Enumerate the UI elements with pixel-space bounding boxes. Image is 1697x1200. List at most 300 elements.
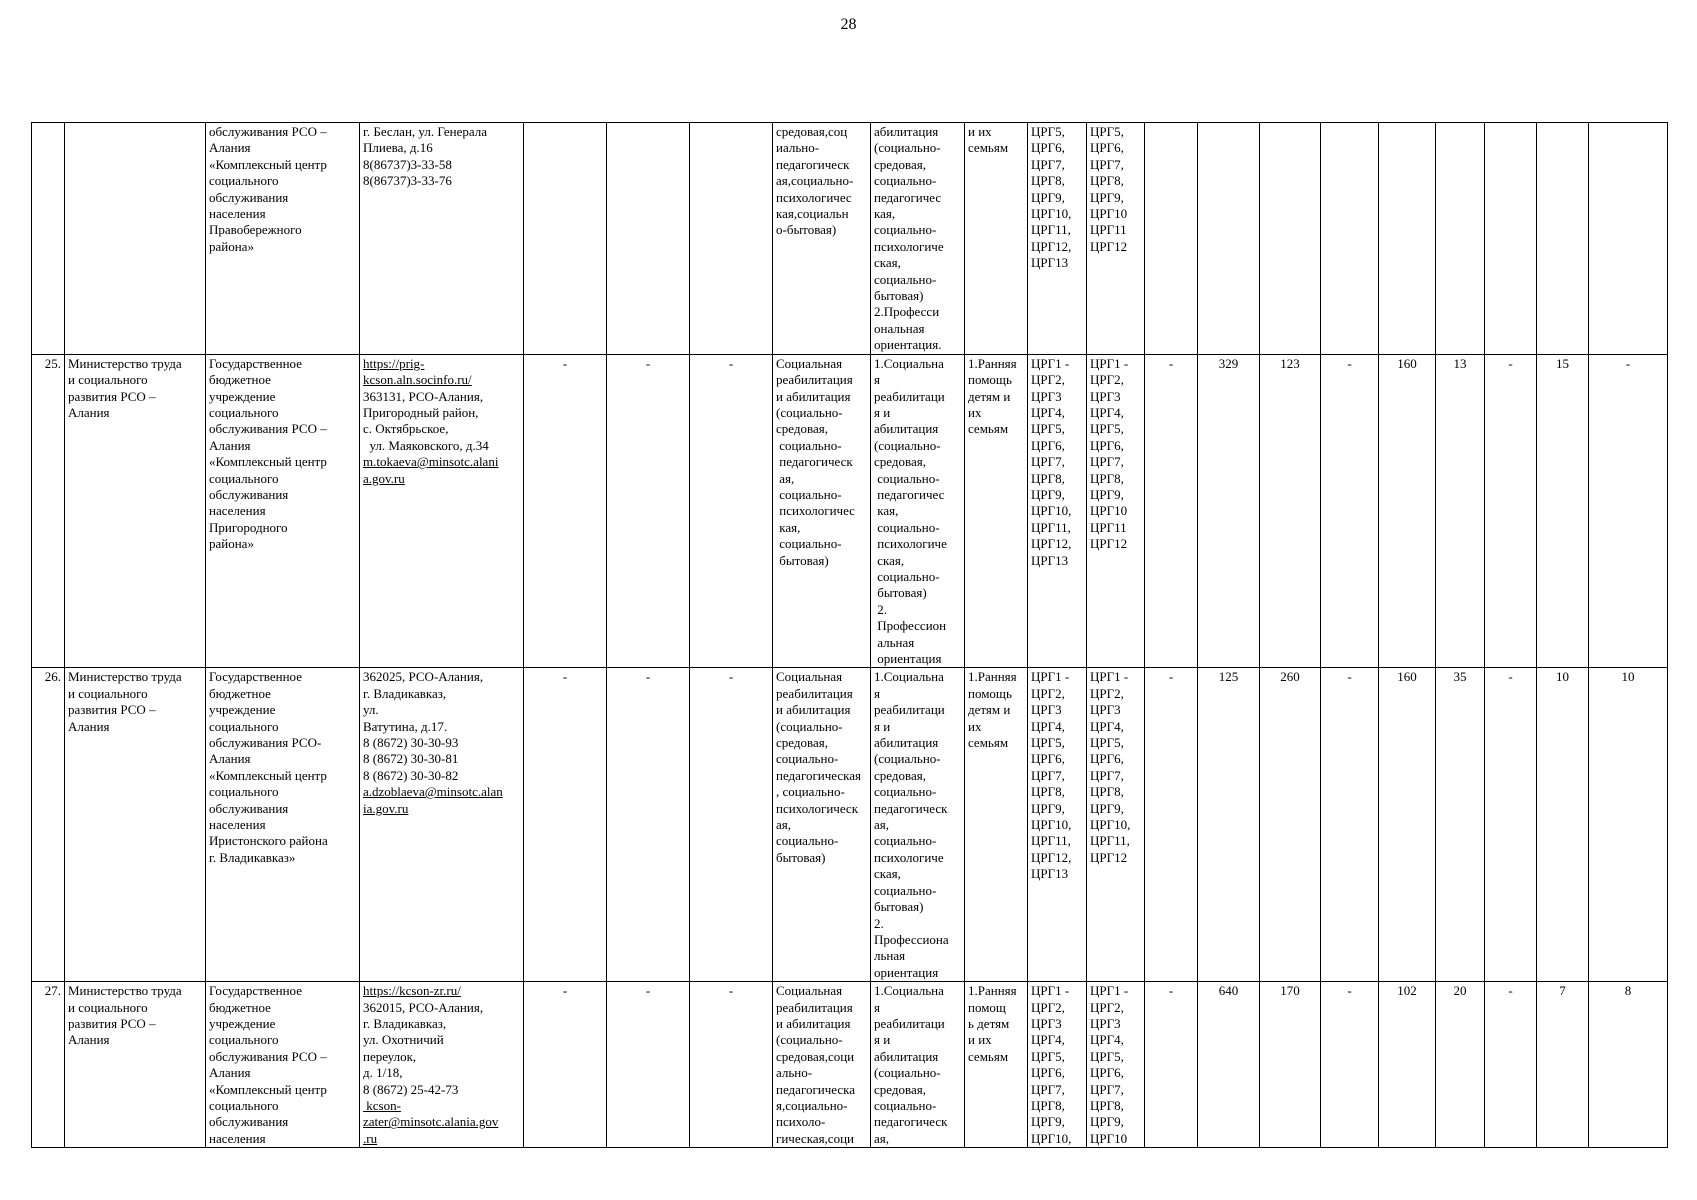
crg-list-cell-line: ЦРГ12, <box>1031 536 1072 552</box>
crg-list-cell-line: ЦРГ8, <box>1031 784 1065 800</box>
services-cell-line: и абилитация <box>776 388 851 404</box>
crg-list-cell-line: ЦРГ10, <box>1090 817 1131 833</box>
crg-list-cell-line: ЦРГ1 - <box>1031 355 1070 371</box>
crg-list-cell <box>1028 354 1087 668</box>
institution-cell-line: района» <box>209 238 254 254</box>
services-cell-line: кая,социальн <box>776 206 849 222</box>
institution-cell-line: Алания <box>209 140 251 156</box>
count-cell: - <box>1589 354 1668 668</box>
programs-cell-line: я и <box>874 718 891 734</box>
crg-list-cell-line: ЦРГ11, <box>1031 519 1071 535</box>
ministry-cell-line: Министерство труда <box>68 355 182 371</box>
contacts-cell <box>360 354 524 668</box>
count-cell <box>1537 123 1589 355</box>
institution-cell-line: социального <box>209 718 279 734</box>
crg-list-cell-line: ЦРГ1 - <box>1090 355 1129 371</box>
programs-cell-line: 1.Социальна <box>874 669 944 685</box>
institution-cell-line: социального <box>209 470 279 486</box>
ministry-cell-line: и социального <box>68 685 148 701</box>
programs-cell-line: педагогическ <box>874 1114 948 1130</box>
contacts-cell-line: г. Беслан, ул. Генерала <box>363 124 487 139</box>
crg-list-cell-line: ЦРГ5, <box>1031 1048 1065 1064</box>
institution-cell-line: бюджетное <box>209 685 271 701</box>
services-cell-line: (социально- <box>776 404 843 420</box>
crg-list-cell-line: ЦРГ3 <box>1031 388 1062 404</box>
crg-list-cell-line: ЦРГ7, <box>1031 454 1065 470</box>
institution-cell-line: Алания <box>209 1065 251 1081</box>
contacts-cell-line: 8(86737)3-33-76 <box>363 173 452 189</box>
services-cell-line: средовая, <box>776 735 828 751</box>
count-cell: - <box>1321 354 1379 668</box>
programs-cell-line: социально- <box>874 470 940 486</box>
empty-value-cell: - <box>690 982 773 1148</box>
institutions-table <box>31 122 1668 1148</box>
contacts-cell-line[interactable]: https://prig- <box>363 355 425 371</box>
count-cell: 20 <box>1436 982 1485 1148</box>
count-cell: 260 <box>1260 668 1321 982</box>
crg-list-cell-line: ЦРГ9, <box>1031 486 1065 502</box>
contacts-cell-line: 8 (8672) 30-30-81 <box>363 751 459 767</box>
institution-cell-line: «Комплексный центр <box>209 454 327 470</box>
table-row <box>32 668 1668 982</box>
target-group-cell-line: семьям <box>968 1048 1009 1064</box>
ministry-cell <box>65 354 206 668</box>
target-group-cell <box>965 354 1028 668</box>
crg-list-cell-line: ЦРГ11 <box>1090 222 1127 238</box>
ministry-cell-line: Алания <box>68 718 110 734</box>
target-group-cell-line: 1.Ранняя <box>968 669 1017 685</box>
target-group-cell-line: помощь <box>968 685 1012 701</box>
programs-cell-line: Профессион <box>874 618 947 634</box>
institution-cell-line: обслуживания <box>209 189 289 205</box>
services-cell-line: педагогическ <box>776 454 853 470</box>
empty-value-cell: - <box>524 354 607 668</box>
count-cell <box>1145 123 1198 355</box>
crg-list-cell <box>1028 123 1087 355</box>
empty-value-cell <box>690 123 773 355</box>
programs-cell-line: педагогичес <box>874 189 942 205</box>
crg-list-cell-line: ЦРГ1 - <box>1031 669 1070 685</box>
crg-list-cell-line: ЦРГ12 <box>1090 849 1128 865</box>
programs-cell-line: социально- <box>874 784 937 800</box>
programs-cell-line: средовая, <box>874 1081 926 1097</box>
contacts-cell-line: 8 (8672) 25-42-73 <box>363 1081 459 1097</box>
institution-cell-line: Правобережного <box>209 222 302 238</box>
contacts-cell <box>360 668 524 982</box>
count-cell: 15 <box>1537 354 1589 668</box>
crg-list-cell-line: ЦРГ6, <box>1031 751 1065 767</box>
institution-cell <box>206 982 360 1148</box>
institution-cell-line: социального <box>209 404 279 420</box>
target-group-cell-line: 1.Ранняя <box>968 983 1017 999</box>
contacts-cell-line: 363131, РСО-Алания, <box>363 388 484 404</box>
row-number <box>32 123 65 355</box>
ministry-cell <box>65 123 206 355</box>
contacts-cell-line[interactable]: kcson.aln.socinfo.ru/ <box>363 372 472 388</box>
count-cell: 7 <box>1537 982 1589 1148</box>
programs-cell-line: бытовая) <box>874 899 924 915</box>
empty-value-cell: - <box>690 668 773 982</box>
target-group-cell-line: их <box>968 718 982 734</box>
services-cell <box>773 982 871 1148</box>
count-cell: 13 <box>1436 354 1485 668</box>
contacts-cell-line: ул. <box>363 702 379 718</box>
programs-cell-line: ая, <box>874 817 889 833</box>
services-cell-line: (социально- <box>776 718 843 734</box>
ministry-cell-line: и социального <box>68 999 148 1015</box>
count-cell <box>1260 123 1321 355</box>
institution-cell-line: населения <box>209 206 266 222</box>
crg-list-cell-line: ЦРГ11, <box>1090 833 1130 849</box>
count-cell: 125 <box>1198 668 1260 982</box>
crg-list-cell <box>1087 668 1145 982</box>
programs-cell-line: ориентация. <box>874 337 942 353</box>
programs-cell-line: социально- <box>874 173 937 189</box>
row-number: 26. <box>32 668 65 982</box>
page-number: 28 <box>840 16 857 33</box>
institution-cell-line: г. Владикавказ» <box>209 849 296 865</box>
crg-list-cell-line: ЦРГ1 - <box>1031 983 1070 999</box>
crg-list-cell-line: ЦРГ10, <box>1031 503 1072 519</box>
contacts-cell <box>360 123 524 355</box>
crg-list-cell-line: ЦРГ9, <box>1090 1114 1124 1130</box>
programs-cell-line: социально- <box>874 271 937 287</box>
empty-value-cell: - <box>524 982 607 1148</box>
programs-cell-line: 2. <box>874 915 884 931</box>
crg-list-cell-line: ЦРГ5, <box>1031 735 1065 751</box>
crg-list-cell-line: ЦРГ8, <box>1031 1097 1065 1113</box>
institution-cell-line: «Комплексный центр <box>209 1081 327 1097</box>
target-group-cell-line: детям и <box>968 702 1011 718</box>
crg-list-cell-line: ЦРГ6, <box>1090 1065 1124 1081</box>
crg-list-cell-line: ЦРГ5, <box>1090 124 1124 139</box>
programs-cell-line: средовая, <box>874 454 926 470</box>
programs-cell-line: психологиче <box>874 849 944 865</box>
institution-cell-line: Государственное <box>209 355 302 371</box>
count-cell: - <box>1145 354 1198 668</box>
institution-cell <box>206 668 360 982</box>
programs-cell-line: социально- <box>874 1097 937 1113</box>
crg-list-cell-line: ЦРГ2, <box>1090 372 1124 388</box>
contacts-cell-line[interactable]: zater@minsotc.alania.gov <box>363 1114 499 1130</box>
contacts-cell-line: 8 (8672) 30-30-93 <box>363 735 459 751</box>
institution-cell-line: обслуживания <box>209 800 289 816</box>
crg-list-cell-line: ЦРГ12, <box>1031 238 1072 254</box>
institution-cell-line: населения <box>209 1130 266 1146</box>
crg-list-cell-line: ЦРГ13 <box>1031 552 1069 568</box>
crg-list-cell-line: ЦРГ8, <box>1031 470 1065 486</box>
crg-list-cell-line: ЦРГ1 - <box>1090 983 1129 999</box>
services-cell-line: социально- <box>776 833 839 849</box>
programs-cell-line: социально- <box>874 519 940 535</box>
count-cell: 160 <box>1379 354 1436 668</box>
crg-list-cell-line: ЦРГ8, <box>1090 784 1124 800</box>
crg-list-cell-line: ЦРГ13 <box>1031 255 1069 271</box>
empty-value-cell: - <box>607 668 690 982</box>
institution-cell-line: обслуживания РСО – <box>209 124 327 139</box>
services-cell-line: и абилитация <box>776 702 851 718</box>
crg-list-cell-line: ЦРГ6, <box>1090 437 1124 453</box>
crg-list-cell-line: ЦРГ5, <box>1031 124 1065 139</box>
target-group-cell-line: семьям <box>968 140 1009 156</box>
institution-cell-line: социального <box>209 1032 279 1048</box>
ministry-cell-line: Министерство труда <box>68 983 182 999</box>
programs-cell-line: ональная <box>874 320 925 336</box>
institution-cell-line: обслуживания РСО – <box>209 1048 327 1064</box>
crg-list-cell-line: ЦРГ10 <box>1090 206 1128 222</box>
programs-cell-line: я <box>874 372 880 388</box>
crg-list-cell-line: ЦРГ7, <box>1031 1081 1065 1097</box>
crg-list-cell-line: ЦРГ9, <box>1090 486 1124 502</box>
institution-cell-line: Пригородного <box>209 519 288 535</box>
services-cell-line: средовая,соци <box>776 1048 855 1064</box>
contacts-cell-line: Ватутина, д.17. <box>363 718 448 734</box>
crg-list-cell <box>1028 668 1087 982</box>
programs-cell-line: абилитация <box>874 735 939 751</box>
crg-list-cell-line: ЦРГ3 <box>1090 702 1121 718</box>
services-cell-line: я,социально- <box>776 1097 848 1113</box>
institution-cell <box>206 354 360 668</box>
programs-cell-line: бытовая) <box>874 288 924 304</box>
contacts-cell-line[interactable]: m.tokaeva@minsotc.alani <box>363 454 499 470</box>
services-cell-line: педагогическая <box>776 767 862 783</box>
institution-cell-line: Алания <box>209 751 251 767</box>
services-cell-line: педагогическ <box>776 156 850 172</box>
crg-list-cell-line: ЦРГ11 <box>1090 519 1127 535</box>
services-cell-line: Социальная <box>776 983 843 999</box>
contacts-cell-line: переулок, <box>363 1048 417 1064</box>
contacts-cell-line: 8(86737)3-33-58 <box>363 156 452 172</box>
count-cell: 640 <box>1198 982 1260 1148</box>
services-cell-line: ая, <box>776 817 791 833</box>
services-cell-line: (социально- <box>776 1032 843 1048</box>
count-cell: 8 <box>1589 982 1668 1148</box>
programs-cell-line: педагогическ <box>874 800 948 816</box>
empty-value-cell: - <box>607 982 690 1148</box>
institution-cell-line: района» <box>209 536 254 552</box>
services-cell-line: и абилитация <box>776 1015 851 1031</box>
institution-cell-line: социального <box>209 1097 279 1113</box>
institution-cell-line: учреждение <box>209 388 276 404</box>
target-group-cell <box>965 123 1028 355</box>
crg-list-cell-line: ЦРГ5, <box>1031 421 1065 437</box>
institution-cell-line: обслуживания РСО – <box>209 421 327 437</box>
crg-list-cell-line: ЦРГ3 <box>1031 702 1062 718</box>
services-cell-line: , социально- <box>776 784 845 800</box>
table-body <box>32 123 1668 1148</box>
row-number: 27. <box>32 982 65 1148</box>
empty-value-cell: - <box>607 354 690 668</box>
institution-cell-line: социального <box>209 173 279 189</box>
crg-list-cell-line: ЦРГ6, <box>1031 1065 1065 1081</box>
services-cell-line: средовая,соц <box>776 124 848 139</box>
programs-cell-line: педагогичес <box>874 486 945 502</box>
count-cell: 35 <box>1436 668 1485 982</box>
crg-list-cell-line: ЦРГ10, <box>1031 817 1072 833</box>
services-cell-line: психоло- <box>776 1114 826 1130</box>
crg-list-cell-line: ЦРГ8, <box>1090 470 1124 486</box>
target-group-cell-line: помощ <box>968 999 1006 1015</box>
crg-list-cell-line: ЦРГ6, <box>1031 140 1065 156</box>
services-cell-line: бытовая) <box>776 552 829 568</box>
target-group-cell-line: их <box>968 404 982 420</box>
ministry-cell <box>65 668 206 982</box>
contacts-cell-line: Плиева, д.16 <box>363 140 433 156</box>
crg-list-cell-line: ЦРГ12, <box>1031 849 1072 865</box>
count-cell: 10 <box>1537 668 1589 982</box>
services-cell-line: социально- <box>776 536 842 552</box>
programs-cell-line: ская, <box>874 866 901 882</box>
crg-list-cell-line: ЦРГ8, <box>1090 173 1124 189</box>
crg-list-cell-line: ЦРГ2, <box>1031 999 1065 1015</box>
institution-cell-line: Государственное <box>209 669 302 685</box>
contacts-cell-line[interactable]: a.gov.ru <box>363 470 405 486</box>
institution-cell-line: «Комплексный центр <box>209 156 327 172</box>
count-cell: - <box>1485 668 1537 982</box>
programs-cell <box>871 123 965 355</box>
contacts-cell-line[interactable]: a.dzoblaeva@minsotc.alan <box>363 784 503 800</box>
ministry-cell-line: Министерство труда <box>68 669 182 685</box>
crg-list-cell-line: ЦРГ6, <box>1090 140 1124 156</box>
crg-list-cell-line: ЦРГ7, <box>1090 156 1124 172</box>
crg-list-cell-line: ЦРГ7, <box>1090 1081 1124 1097</box>
crg-list-cell-line: ЦРГ13 <box>1031 866 1069 882</box>
services-cell <box>773 123 871 355</box>
institution-cell-line: бюджетное <box>209 372 271 388</box>
services-cell-line: реабилитация <box>776 999 853 1015</box>
programs-cell-line: средовая, <box>874 767 926 783</box>
crg-list-cell-line: ЦРГ4, <box>1090 718 1124 734</box>
institution-cell-line: обслуживания <box>209 1114 289 1130</box>
contacts-cell-line: г. Владикавказ, <box>363 685 447 701</box>
count-cell: 170 <box>1260 982 1321 1148</box>
empty-value-cell: - <box>524 668 607 982</box>
programs-cell-line: (социально- <box>874 1065 941 1081</box>
services-cell <box>773 354 871 668</box>
programs-cell-line: абилитация <box>874 421 939 437</box>
institution-cell-line: обслуживания <box>209 486 289 502</box>
target-group-cell-line: семьям <box>968 421 1009 437</box>
ministry-cell <box>65 982 206 1148</box>
institution-cell <box>206 123 360 355</box>
crg-list-cell-line: ЦРГ5, <box>1090 735 1124 751</box>
programs-cell-line: реабилитаци <box>874 388 945 404</box>
programs-cell-line: социально- <box>874 568 940 584</box>
row-number: 25. <box>32 354 65 668</box>
services-cell-line: психологичес <box>776 189 852 205</box>
target-group-cell <box>965 668 1028 982</box>
programs-cell-line: абилитация <box>874 124 939 139</box>
crg-list-cell-line: ЦРГ11, <box>1031 222 1071 238</box>
programs-cell-line: реабилитаци <box>874 702 945 718</box>
programs-cell-line: я <box>874 685 880 701</box>
crg-list-cell <box>1028 982 1087 1148</box>
institution-cell-line: Иристонского района <box>209 833 328 849</box>
programs-cell-line: ориентация <box>874 651 942 666</box>
programs-cell-line: ориентация <box>874 964 939 980</box>
programs-cell-line: я <box>874 999 880 1015</box>
count-cell: - <box>1321 982 1379 1148</box>
crg-list-cell-line: ЦРГ9, <box>1031 1114 1065 1130</box>
institution-cell-line: учреждение <box>209 1015 276 1031</box>
contacts-cell-line: 8 (8672) 30-30-82 <box>363 767 459 783</box>
services-cell-line: социально- <box>776 486 842 502</box>
ministry-cell-line: Алания <box>68 1032 110 1048</box>
count-cell: - <box>1485 354 1537 668</box>
institution-cell-line: населения <box>209 817 266 833</box>
crg-list-cell-line: ЦРГ9, <box>1031 189 1065 205</box>
programs-cell-line: альная <box>874 634 915 650</box>
services-cell-line: социально- <box>776 437 842 453</box>
crg-list-cell-line: ЦРГ12 <box>1090 238 1128 254</box>
programs-cell <box>871 354 965 668</box>
count-cell: - <box>1145 982 1198 1148</box>
crg-list-cell-line: ЦРГ7, <box>1031 767 1065 783</box>
services-cell-line: реабилитация <box>776 372 853 388</box>
programs-cell-line: льная <box>874 948 906 964</box>
institution-cell-line: учреждение <box>209 702 276 718</box>
services-cell-line: гическая,соци <box>776 1130 854 1146</box>
services-cell-line: социально- <box>776 751 839 767</box>
services-cell-line: ая,социально- <box>776 173 854 189</box>
target-group-cell <box>965 982 1028 1148</box>
contacts-cell-line[interactable]: .ru <box>363 1130 378 1146</box>
ministry-cell-line: развития РСО – <box>68 388 156 404</box>
crg-list-cell-line: ЦРГ7, <box>1090 454 1124 470</box>
contacts-cell-line[interactable]: ia.gov.ru <box>363 800 409 816</box>
crg-list-cell-line: ЦРГ4, <box>1090 404 1124 420</box>
programs-cell <box>871 668 965 982</box>
programs-cell-line: абилитация <box>874 1048 939 1064</box>
target-group-cell-line: ь детям <box>968 1015 1010 1031</box>
services-cell-line: кая, <box>776 519 801 535</box>
programs-cell-line: 1.Социальна <box>874 983 944 999</box>
ministry-cell-line: развития РСО – <box>68 1015 156 1031</box>
institution-cell-line: Алания <box>209 437 251 453</box>
institution-cell-line: Государственное <box>209 983 302 999</box>
contacts-cell <box>360 982 524 1148</box>
contacts-cell-line: 362025, РСО-Алания, <box>363 669 484 685</box>
count-cell: - <box>1321 668 1379 982</box>
table-row <box>32 123 1668 355</box>
crg-list-cell <box>1087 354 1145 668</box>
services-cell-line: средовая, <box>776 421 828 437</box>
services-cell-line: реабилитация <box>776 685 853 701</box>
empty-value-cell <box>524 123 607 355</box>
count-cell <box>1436 123 1485 355</box>
institution-cell-line: «Комплексный центр <box>209 767 327 783</box>
crg-list-cell-line: ЦРГ6, <box>1031 437 1065 453</box>
empty-value-cell: - <box>690 354 773 668</box>
contacts-cell-line[interactable]: kcson- <box>363 1097 401 1113</box>
table-row <box>32 354 1668 668</box>
programs-cell-line: бытовая) <box>874 585 927 601</box>
contacts-cell-line[interactable]: https://kcson-zr.ru/ <box>363 983 461 999</box>
crg-list-cell-line: ЦРГ2, <box>1031 372 1065 388</box>
crg-list-cell-line: ЦРГ7, <box>1031 156 1065 172</box>
crg-list-cell-line: ЦРГ3 <box>1090 1015 1121 1031</box>
programs-cell-line: (социально- <box>874 437 941 453</box>
services-cell-line: педагогическа <box>776 1081 856 1097</box>
services-cell-line: ально- <box>776 1065 813 1081</box>
crg-list-cell-line: ЦРГ4, <box>1031 404 1065 420</box>
count-cell: 10 <box>1589 668 1668 982</box>
crg-list-cell-line: ЦРГ4, <box>1031 1032 1065 1048</box>
crg-list-cell-line: ЦРГ5, <box>1090 421 1124 437</box>
table-row <box>32 982 1668 1148</box>
crg-list-cell-line: ЦРГ6, <box>1090 751 1124 767</box>
institution-cell-line: обслуживания РСО- <box>209 735 322 751</box>
